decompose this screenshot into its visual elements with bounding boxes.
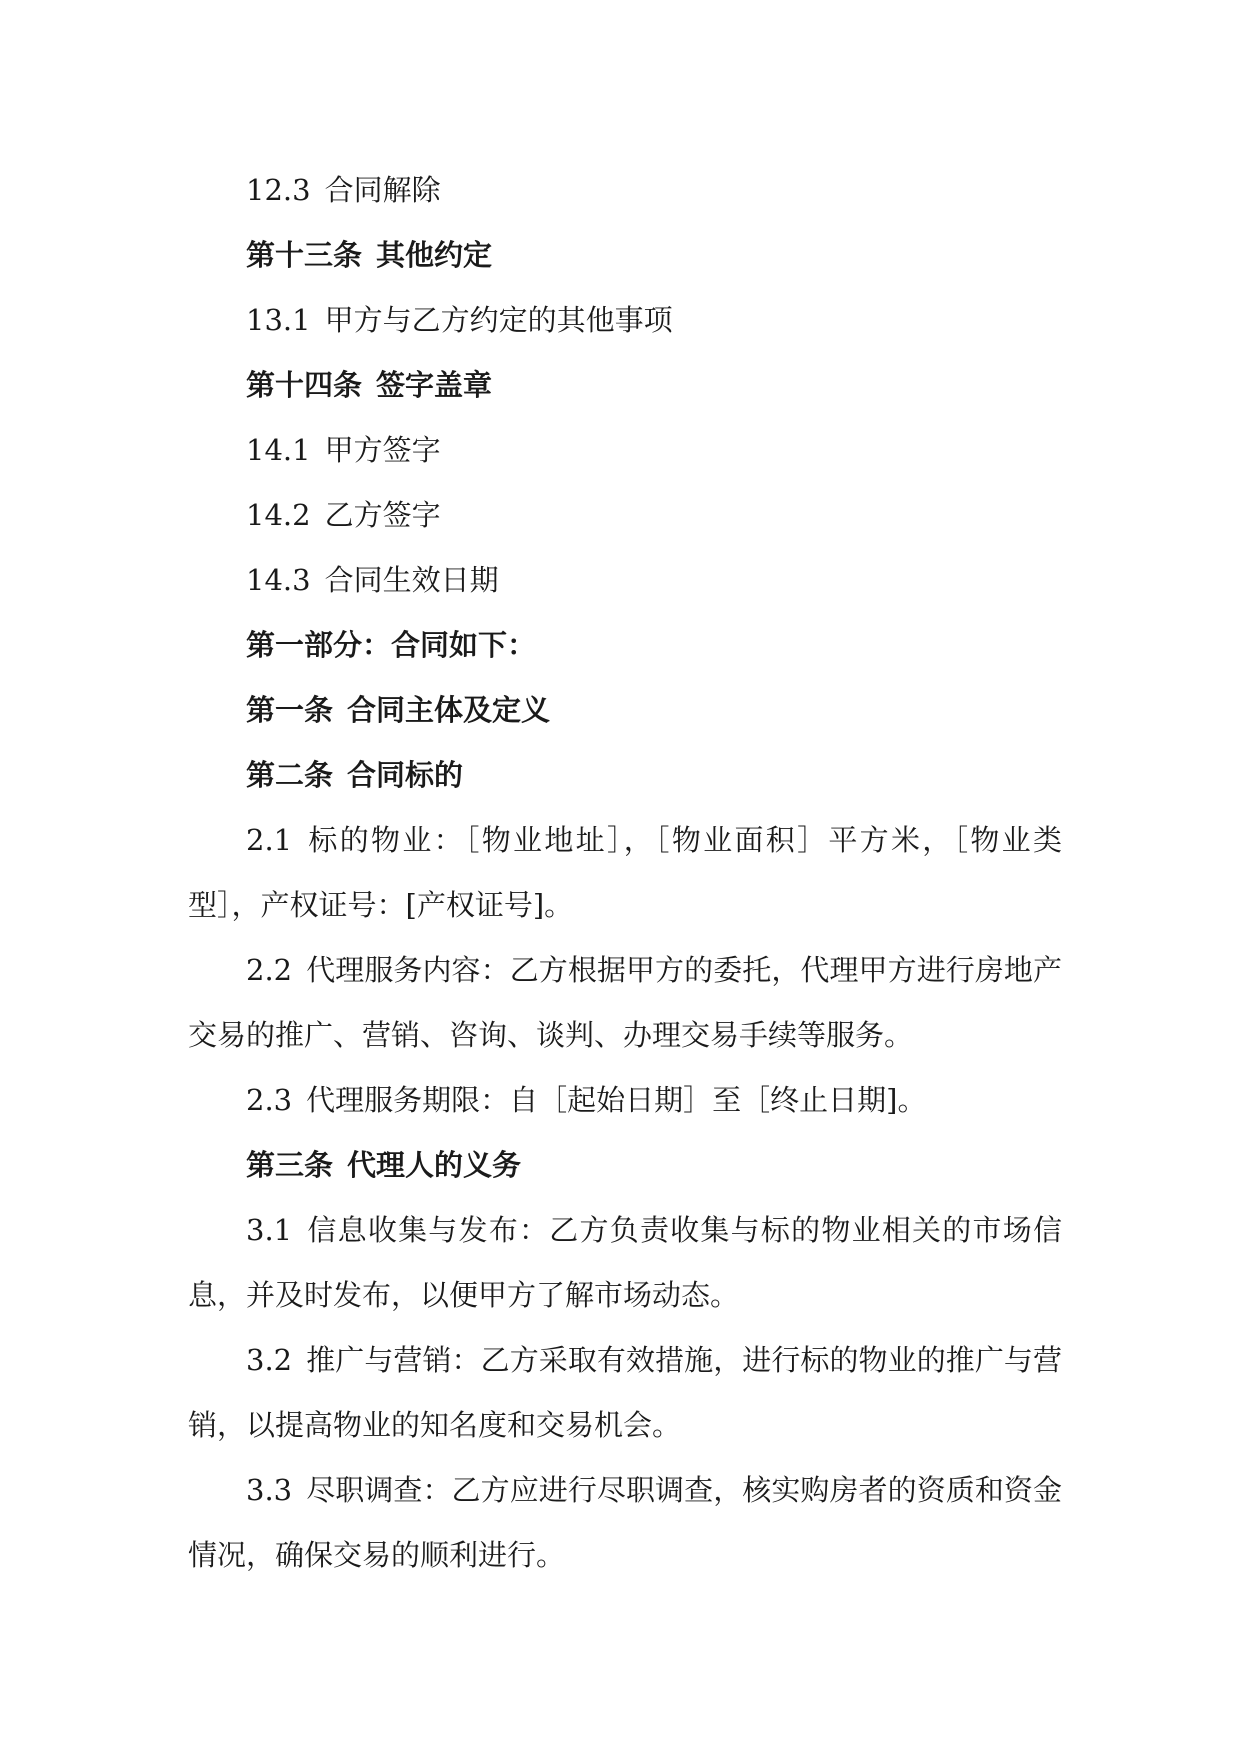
clause-text: 乙方签字	[324, 498, 441, 532]
clause-number: 2.3	[246, 1083, 293, 1117]
clause-14-3	[188, 548, 1062, 613]
clause-2-1	[188, 808, 1062, 938]
article-number: 第二条	[246, 758, 334, 792]
clause-text: 合同生效日期	[324, 563, 499, 597]
clause-14-2	[188, 483, 1062, 548]
clause-text: 甲方与乙方约定的其他事项	[324, 303, 673, 337]
clause-3-1	[188, 1198, 1062, 1328]
clause-number: 14.2	[246, 498, 311, 532]
clause-number: 14.3	[246, 563, 311, 597]
clause-text: 甲方签字	[324, 433, 441, 467]
article-2-heading	[188, 743, 1062, 808]
article-1-heading	[188, 678, 1062, 743]
clause-number: 12.3	[246, 173, 311, 207]
article-14-heading	[188, 353, 1062, 418]
clause-14-1	[188, 418, 1062, 483]
article-3-heading	[188, 1133, 1062, 1198]
clause-text: 代理服务内容：乙方根据甲方的委托，代理甲方进行房地产交易的推广、营销、咨询、谈判、办理交易手续等服务。	[188, 953, 1062, 1052]
clause-12-3	[188, 158, 1062, 223]
clause-text: 信息收集与发布：乙方负责收集与标的物业相关的市场信息，并及时发布，以便甲方了解市场动态。	[188, 1213, 1062, 1312]
article-number: 第一条	[246, 693, 334, 727]
article-title: 代理人的义务	[347, 1148, 522, 1182]
clause-3-2	[188, 1328, 1062, 1458]
clause-text: 尽职调查：乙方应进行尽职调查，核实购房者的资质和资金情况，确保交易的顺利进行。	[188, 1473, 1062, 1572]
part-one-heading: 第一部分：合同如下：	[246, 628, 537, 662]
clause-number: 2.2	[246, 953, 293, 987]
document-body	[188, 158, 1062, 1588]
clause-number: 2.1	[246, 823, 293, 857]
clause-3-3	[188, 1458, 1062, 1588]
clause-number: 3.2	[246, 1343, 293, 1377]
article-number: 第十四条	[246, 368, 363, 402]
clause-text: 代理服务期限：自［起始日期］至［终止日期]。	[306, 1083, 927, 1117]
article-title: 合同标的	[347, 758, 464, 792]
article-title: 签字盖章	[376, 368, 493, 402]
clause-number: 3.1	[246, 1213, 293, 1247]
clause-text: 标的物业：［物业地址］，［物业面积］平方米，［物业类型］，产权证号：[产权证号]。	[188, 823, 1062, 922]
article-title: 其他约定	[376, 238, 493, 272]
clause-number: 13.1	[246, 303, 311, 337]
clause-2-2	[188, 938, 1062, 1068]
article-number: 第三条	[246, 1148, 334, 1182]
article-title: 合同主体及定义	[347, 693, 551, 727]
clause-number: 14.1	[246, 433, 311, 467]
article-13-heading	[188, 223, 1062, 288]
clause-number: 3.3	[246, 1473, 293, 1507]
clause-text: 合同解除	[324, 173, 441, 207]
clause-13-1	[188, 288, 1062, 353]
clause-2-3	[188, 1068, 1062, 1133]
clause-text: 推广与营销：乙方采取有效措施，进行标的物业的推广与营销，以提高物业的知名度和交易机会。	[188, 1343, 1062, 1442]
article-number: 第十三条	[246, 238, 363, 272]
